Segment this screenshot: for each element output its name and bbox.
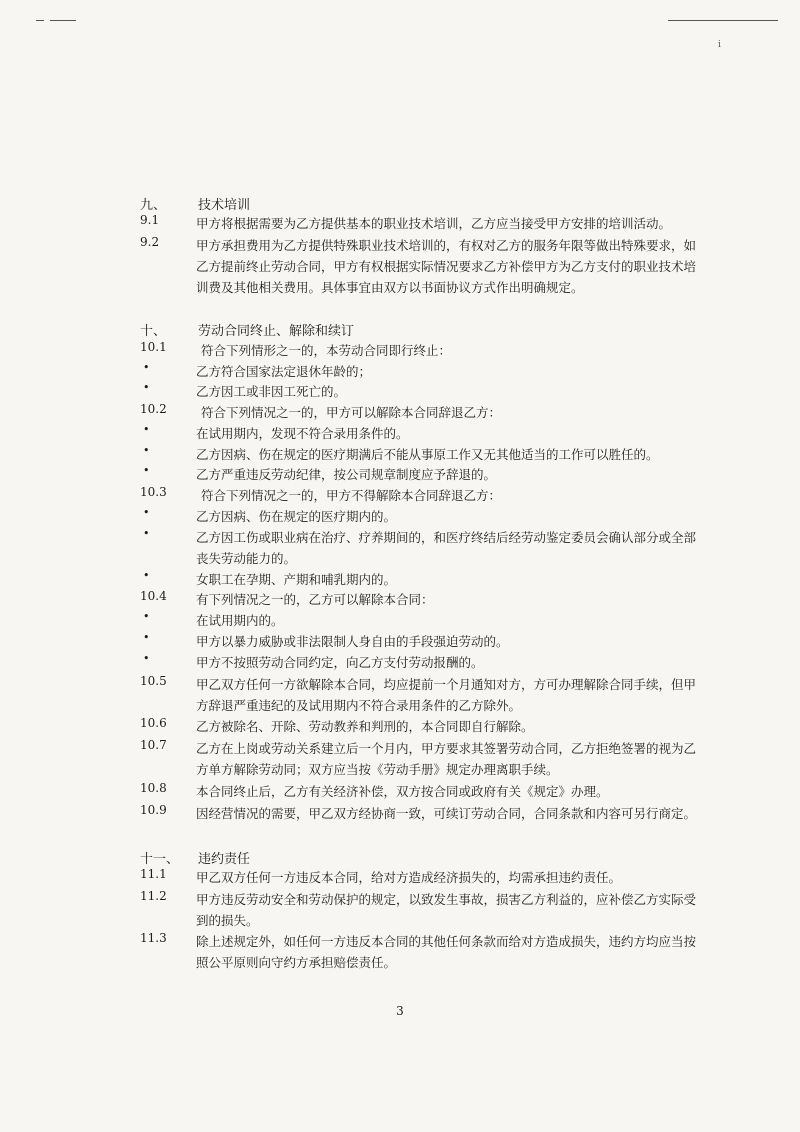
clause-text: 本合同终止后，乙方有关经济补偿，双方按合同或政府有关《规定》办理。	[196, 784, 609, 799]
clause-number: 10.5	[140, 674, 167, 688]
clause-text: 乙方在上岗或劳动关系建立后一个月内，甲方要求其签署劳动合同，乙方拒绝签署的视为乙方单方解除劳动同；双方应当按《劳动手册》规定办理离职手续。	[196, 741, 697, 777]
clause-number: 10.8	[140, 781, 167, 795]
list-item-text: 甲方不按照劳动合同约定，向乙方支付劳动报酬的。	[196, 655, 484, 670]
clause-text: 甲乙双方任何一方欲解除本合同，均应提前一个月通知对方，方可办理解除合同手续，但甲方辞退严重违纪的及试用期内不符合录用条件的乙方除外。	[196, 677, 697, 713]
clause-text: 因经营情况的需要，甲乙双方经协商一致，可续订劳动合同，合同条款和内容可另行商定。	[196, 806, 697, 821]
list-item-text: 女职工在孕期、产期和哺乳期内的。	[196, 572, 397, 587]
bullet: •	[143, 361, 150, 374]
clause-number: 10.6	[140, 716, 167, 730]
section-9-title: 技术培训	[198, 198, 251, 213]
list-item-text: 乙方严重违反劳动纪律，按公司规章制度应予辞退的。	[196, 467, 497, 482]
clause-text: 符合下列情况之一的，甲方可以解除本合同辞退乙方：	[201, 405, 502, 420]
clause-number: 9.2	[140, 235, 160, 249]
section-10-heading	[140, 320, 354, 339]
bullet: •	[143, 506, 150, 519]
bullet: •	[143, 464, 150, 477]
list-item-text: 乙方因病、伤在规定的医疗期内的。	[196, 509, 397, 524]
clause-number: 11.2	[140, 889, 167, 903]
clause-number: 10.2	[140, 402, 167, 416]
bullet: •	[143, 652, 150, 665]
bullet: •	[143, 569, 150, 582]
clause-text: 甲方违反劳动安全和劳动保护的规定，以致发生事故，损害乙方利益的，应补偿乙方实际受到的损失。	[196, 892, 697, 928]
corner-mark: ⅰ	[718, 40, 721, 50]
clause-text: 除上述规定外，如任何一方违反本合同的其他任何条款而给对方造成损失，违约方均应当按照公平原则向守约方承担赔偿责任。	[196, 934, 697, 970]
clause-text: 甲方将根据需要为乙方提供基本的职业技术培训，乙方应当接受甲方安排的培训活动。	[196, 216, 672, 231]
clause-text: 符合下列情况之一的，甲方不得解除本合同辞退乙方：	[201, 488, 502, 503]
bullet: •	[143, 610, 150, 623]
bullet: •	[143, 631, 150, 644]
clause-number: 9.1	[140, 213, 160, 227]
clause-number: 10.9	[140, 803, 167, 817]
clause-number: 11.3	[140, 931, 167, 945]
clause-text: 甲方承担费用为乙方提供特殊职业技术培训的，有权对乙方的服务年限等做出特殊要求，如乙方提前终止劳动合同，甲方有权根据实际情况要求乙方补偿甲方为乙方支付的职业技术培训费及其他相关费用。具体事宜由双方以书面协议方式作出明确规定。	[196, 238, 697, 295]
list-item-text: 在试用期内的。	[196, 613, 284, 628]
clause-text: 乙方被除名、开除、劳动教养和判刑的，本合同即自行解除。	[196, 719, 534, 734]
bullet: •	[143, 527, 150, 540]
list-item-text: 乙方符合国家法定退休年龄的；	[196, 364, 372, 379]
list-item-text: 乙方因工伤或职业病在治疗、疗养期间的，和医疗终结后经劳动鉴定委员会确认部分或全部丧失劳动能力的。	[196, 530, 697, 566]
clause-text: 有下列情况之一的，乙方可以解除本合同：	[196, 592, 434, 607]
bullet: •	[143, 444, 150, 457]
bullet: •	[143, 423, 150, 436]
list-item-text: 乙方因工或非因工死亡的。	[196, 384, 347, 399]
section-9-number: 九、	[140, 198, 167, 213]
clause-number: 11.1	[140, 867, 167, 881]
scan-mark-right	[668, 20, 778, 21]
clause-number: 10.1	[140, 340, 167, 354]
clause-number: 10.7	[140, 738, 167, 752]
section-11-number: 十一、	[140, 852, 180, 867]
list-item-text: 甲方以暴力威胁或非法限制人身自由的手段强迫劳动的。	[196, 634, 509, 649]
bullet: •	[143, 381, 150, 394]
section-11-heading	[140, 848, 250, 867]
section-10-title: 劳动合同终止、解除和续订	[198, 324, 355, 339]
scan-mark-left-1	[36, 20, 44, 21]
clause-text: 符合下列情形之一的，本劳动合同即行终止：	[201, 343, 452, 358]
clause-number: 10.3	[140, 485, 167, 499]
section-11-title: 违约责任	[198, 852, 251, 867]
list-item-text: 乙方因病、伤在规定的医疗期满后不能从事原工作又无其他适当的工作可以胜任的。	[196, 447, 659, 462]
clause-text: 甲乙双方任何一方违反本合同，给对方造成经济损失的，均需承担违约责任。	[196, 870, 622, 885]
page-number: 3	[396, 1004, 404, 1018]
section-10-number: 十、	[140, 324, 167, 339]
clause-number: 10.4	[140, 589, 167, 603]
list-item-text: 在试用期内，发现不符合录用条件的。	[196, 426, 409, 441]
section-9-heading	[140, 194, 250, 213]
scan-mark-left-2	[50, 20, 76, 21]
